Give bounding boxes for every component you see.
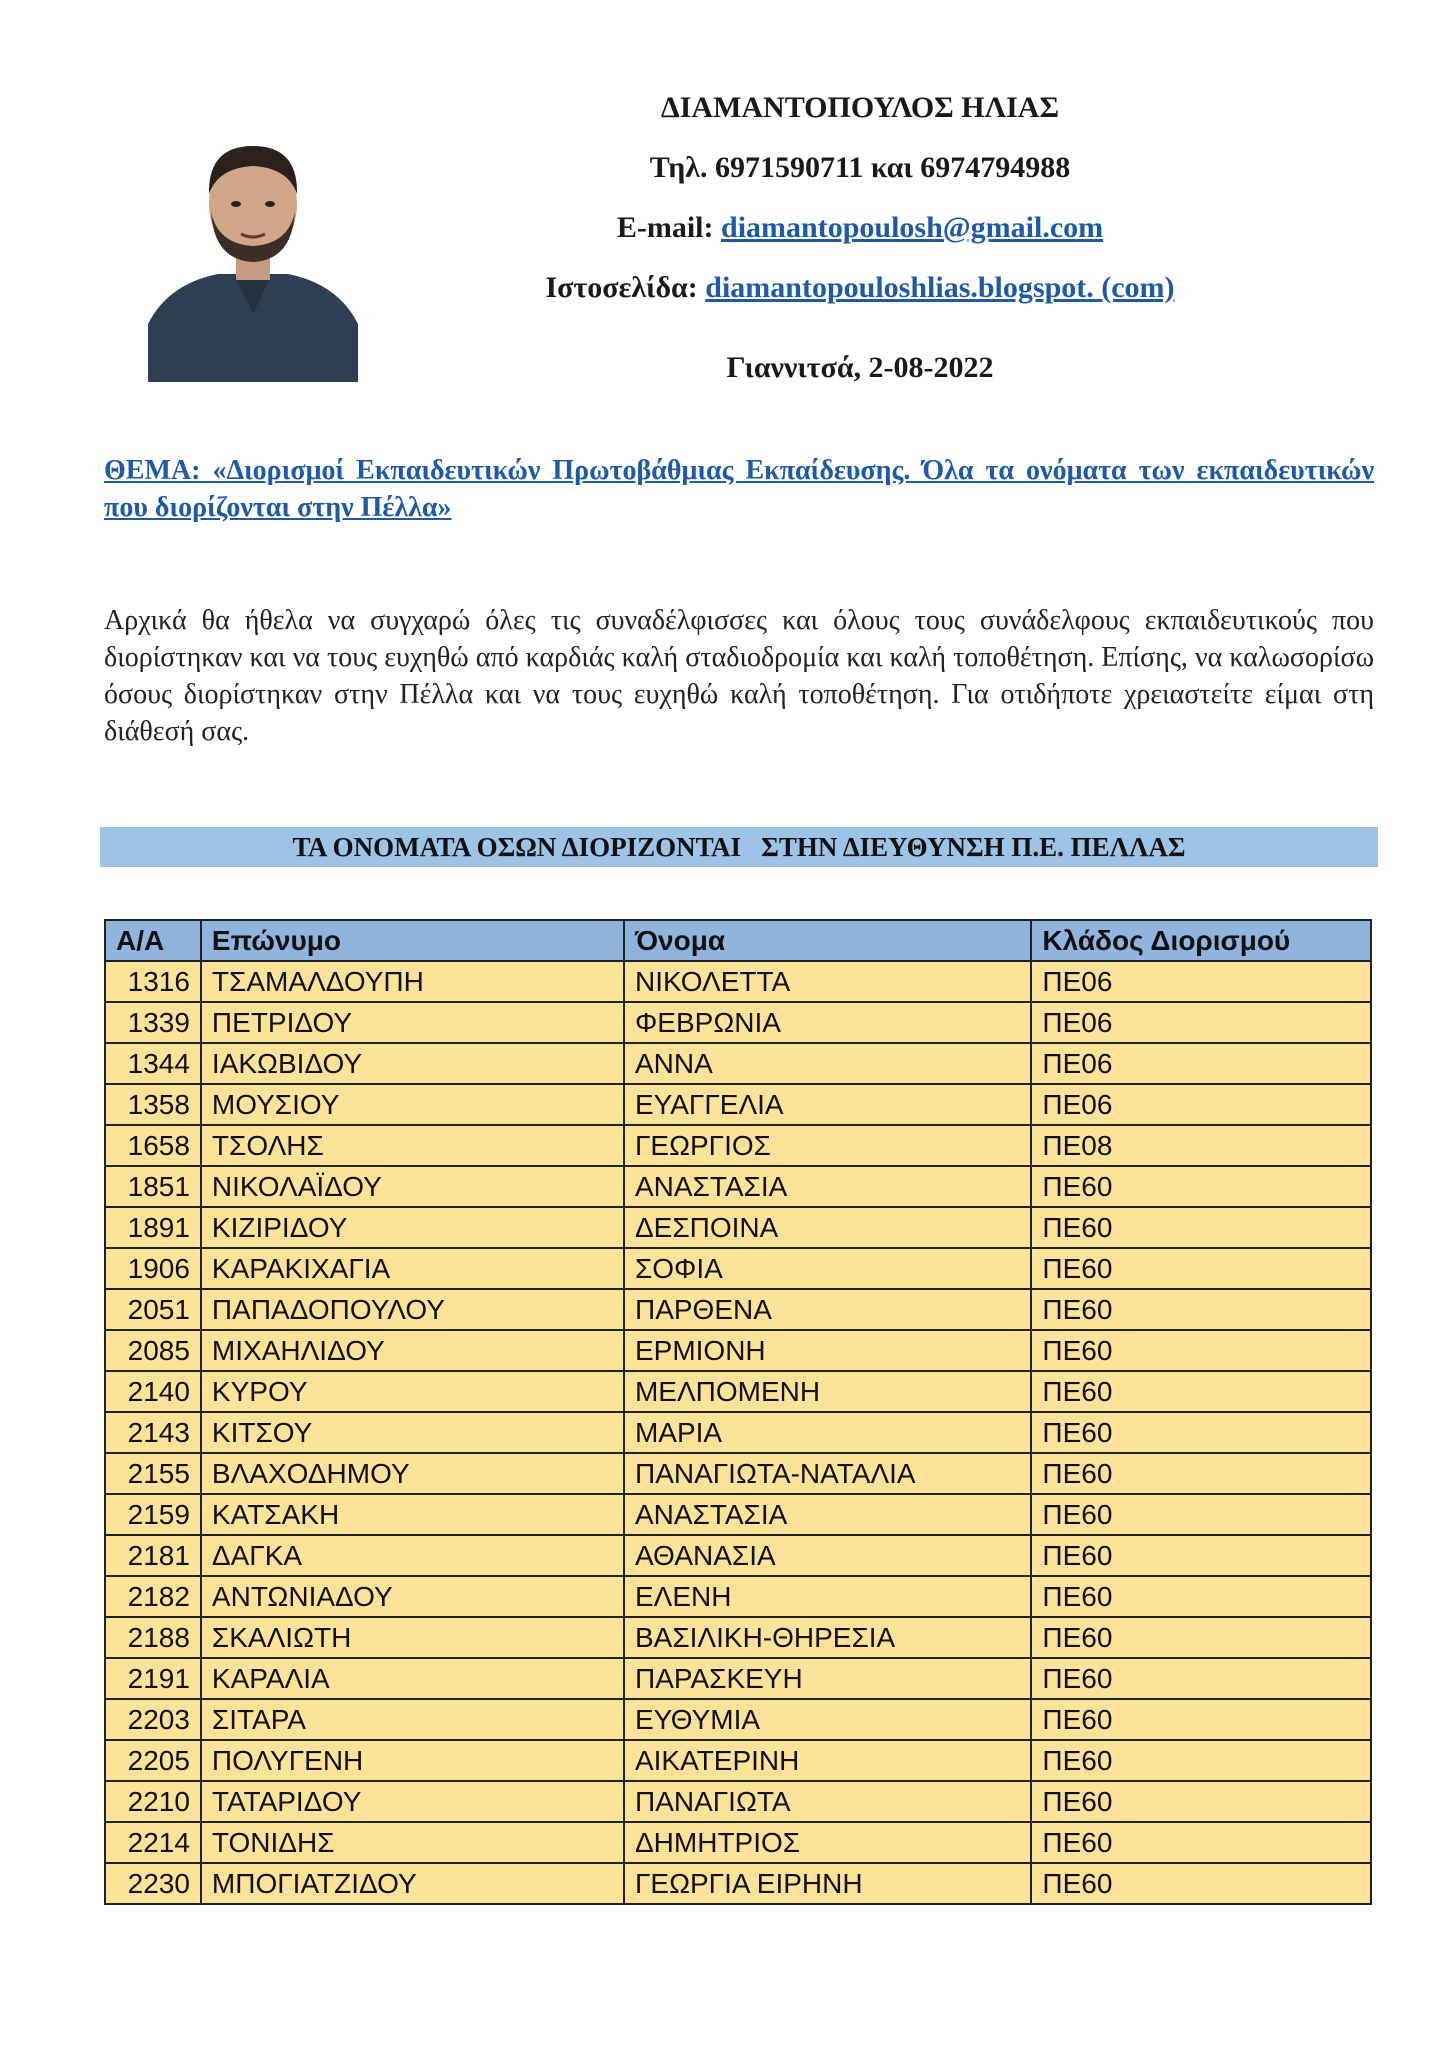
cell-specialty: ΠΕ60 [1031, 1248, 1371, 1289]
website-link[interactable]: diamantopouloshlias.blogspot. (com) [705, 271, 1175, 304]
cell-specialty: ΠΕ60 [1031, 1330, 1371, 1371]
table-row [105, 1412, 1371, 1453]
cell-number: 1344 [105, 1043, 201, 1084]
cell-surname: ΒΛΑΧΟΔΗΜΟΥ [201, 1453, 624, 1494]
cell-specialty: ΠΕ60 [1031, 1658, 1371, 1699]
cell-firstname: ΑΝΝΑ [624, 1043, 1031, 1084]
column-header-surname: Επώνυμο [201, 920, 624, 961]
cell-firstname: ΕΡΜΙΟΝΗ [624, 1330, 1031, 1371]
cell-surname: ΜΙΧΑΗΛΙΔΟΥ [201, 1330, 624, 1371]
appointments-table [104, 919, 1372, 1905]
table-row [105, 1822, 1371, 1863]
table-row [105, 1617, 1371, 1658]
cell-number: 2230 [105, 1863, 201, 1904]
cell-firstname: ΔΗΜΗΤΡΙΟΣ [624, 1822, 1031, 1863]
author-photo [148, 124, 358, 382]
cell-specialty: ΠΕ60 [1031, 1699, 1371, 1740]
cell-firstname: ΠΑΝΑΓΙΩΤΑ-ΝΑΤΑΛΙΑ [624, 1453, 1031, 1494]
column-header-number: Α/Α [105, 920, 201, 961]
cell-firstname: ΜΑΡΙΑ [624, 1412, 1031, 1453]
cell-number: 2051 [105, 1289, 201, 1330]
cell-specialty: ΠΕ60 [1031, 1453, 1371, 1494]
subject-heading: ΘΕΜΑ: «Διορισμοί Εκπαιδευτικών Πρωτοβάθμιας Εκπαίδευσης. Όλα τα ονόματα των εκπαιδευτικών που διορίζονται στην Πέλλα» [104, 455, 1374, 523]
cell-specialty: ΠΕ60 [1031, 1412, 1371, 1453]
cell-specialty: ΠΕ08 [1031, 1125, 1371, 1166]
cell-specialty: ΠΕ06 [1031, 1002, 1371, 1043]
cell-firstname: ΔΕΣΠΟΙΝΑ [624, 1207, 1031, 1248]
table-row [105, 1371, 1371, 1412]
cell-surname: ΜΠΟΓΙΑΤΖΙΔΟΥ [201, 1863, 624, 1904]
cell-number: 2159 [105, 1494, 201, 1535]
phone-line: Τηλ. 6971590711 και 6974794988 [649, 151, 1071, 184]
table-row [105, 1248, 1371, 1289]
cell-specialty: ΠΕ60 [1031, 1576, 1371, 1617]
cell-number: 2203 [105, 1699, 201, 1740]
cell-surname: ΜΟΥΣΙΟΥ [201, 1084, 624, 1125]
cell-number: 1316 [105, 961, 201, 1002]
cell-surname: ΤΣΟΛΗΣ [201, 1125, 624, 1166]
cell-number: 1891 [105, 1207, 201, 1248]
appointments-table-wrap [104, 919, 1372, 1905]
cell-firstname: ΒΑΣΙΛΙΚΗ-ΘΗΡΕΣΙΑ [624, 1617, 1031, 1658]
cell-surname: ΚΙΤΣΟΥ [201, 1412, 624, 1453]
cell-surname: ΣΚΑΛΙΩΤΗ [201, 1617, 624, 1658]
cell-surname: ΠΑΠΑΔΟΠΟΥΛΟΥ [201, 1289, 624, 1330]
section-title: ΤΑ ΟΝΟΜΑΤΑ ΟΣΩΝ ΔΙΟΡΙΖΟΝΤΑΙ ΣΤΗΝ ΔΙΕΥΘΥΝΣΗ Π.Ε. ΠΕΛΛΑΣ [100, 827, 1378, 867]
cell-specialty: ΠΕ60 [1031, 1166, 1371, 1207]
cell-surname: ΚΙΖΙΡΙΔΟΥ [201, 1207, 624, 1248]
cell-specialty: ΠΕ60 [1031, 1494, 1371, 1535]
cell-surname: ΑΝΤΩΝΙΑΔΟΥ [201, 1576, 624, 1617]
cell-specialty: ΠΕ06 [1031, 961, 1371, 1002]
cell-number: 2210 [105, 1781, 201, 1822]
cell-number: 2140 [105, 1371, 201, 1412]
website-line [470, 258, 1250, 318]
table-row [105, 1781, 1371, 1822]
cell-surname: ΚΥΡΟΥ [201, 1371, 624, 1412]
table-row [105, 1535, 1371, 1576]
cell-number: 2188 [105, 1617, 201, 1658]
cell-surname: ΚΑΡΑΚΙΧΑΓΙΑ [201, 1248, 624, 1289]
cell-specialty: ΠΕ60 [1031, 1371, 1371, 1412]
cell-firstname: ΕΛΕΝΗ [624, 1576, 1031, 1617]
cell-surname: ΣΙΤΑΡΑ [201, 1699, 624, 1740]
table-header-row [105, 920, 1371, 961]
cell-firstname: ΠΑΡΘΕΝΑ [624, 1289, 1031, 1330]
cell-firstname: ΦΕΒΡΩΝΙΑ [624, 1002, 1031, 1043]
cell-number: 2191 [105, 1658, 201, 1699]
cell-surname: ΤΟΝΙΔΗΣ [201, 1822, 624, 1863]
cell-specialty: ΠΕ06 [1031, 1084, 1371, 1125]
document-date: Γιαννιτσά, 2-08-2022 [726, 351, 994, 384]
table-row [105, 1453, 1371, 1494]
table-row [105, 1330, 1371, 1371]
cell-firstname: ΑΝΑΣΤΑΣΙΑ [624, 1166, 1031, 1207]
cell-number: 2085 [105, 1330, 201, 1371]
table-row [105, 1002, 1371, 1043]
cell-specialty: ΠΕ60 [1031, 1207, 1371, 1248]
cell-firstname: ΝΙΚΟΛΕΤΤΑ [624, 961, 1031, 1002]
cell-specialty: ΠΕ60 [1031, 1535, 1371, 1576]
table-row [105, 1289, 1371, 1330]
cell-surname: ΙΑΚΩΒΙΔΟΥ [201, 1043, 624, 1084]
cell-specialty: ΠΕ60 [1031, 1740, 1371, 1781]
table-row [105, 1863, 1371, 1904]
table-row [105, 1207, 1371, 1248]
table-row [105, 961, 1371, 1002]
table-row [105, 1658, 1371, 1699]
cell-surname: ΠΕΤΡΙΔΟΥ [201, 1002, 624, 1043]
table-body [105, 961, 1371, 1904]
cell-firstname: ΑΘΑΝΑΣΙΑ [624, 1535, 1031, 1576]
cell-number: 1358 [105, 1084, 201, 1125]
intro-paragraph: Αρχικά θα ήθελα να συγχαρώ όλες τις συναδέλφισσες και όλους τους συνάδελφους εκπαιδευτικούς που διορίστηκαν και να τους ευχηθώ από καρδιάς καλή σταδιοδρομία και καλή τοποθέτηση. Επίσης, να καλωσορίσω όσους διορίστηκαν στην Πέλλα και να τους ευχηθώ καλή τοποθέτηση. Για οτιδήποτε χρειαστείτε είμαι στη διάθεσή σας. [104, 605, 1374, 747]
author-name: ΔΙΑΜΑΝΤΟΠΟΥΛΟΣ ΗΛΙΑΣ [660, 91, 1060, 124]
cell-firstname: ΣΟΦΙΑ [624, 1248, 1031, 1289]
cell-specialty: ΠΕ60 [1031, 1289, 1371, 1330]
cell-number: 1906 [105, 1248, 201, 1289]
cell-firstname: ΕΥΘΥΜΙΑ [624, 1699, 1031, 1740]
cell-number: 2155 [105, 1453, 201, 1494]
table-row [105, 1125, 1371, 1166]
table-row [105, 1043, 1371, 1084]
table-row [105, 1084, 1371, 1125]
cell-firstname: ΑΝΑΣΤΑΣΙΑ [624, 1494, 1031, 1535]
cell-number: 1658 [105, 1125, 201, 1166]
cell-surname: ΝΙΚΟΛΑΪΔΟΥ [201, 1166, 624, 1207]
cell-number: 1339 [105, 1002, 201, 1043]
cell-surname: ΔΑΓΚΑ [201, 1535, 624, 1576]
website-label: Ιστοσελίδα: [545, 271, 706, 304]
cell-surname: ΤΣΑΜΑΛΔΟΥΠΗ [201, 961, 624, 1002]
cell-specialty: ΠΕ06 [1031, 1043, 1371, 1084]
email-label: E-mail: [616, 211, 722, 244]
cell-specialty: ΠΕ60 [1031, 1617, 1371, 1658]
column-header-specialty: Κλάδος Διορισμού [1031, 920, 1371, 961]
cell-number: 2205 [105, 1740, 201, 1781]
cell-firstname: ΑΙΚΑΤΕΡΙΝΗ [624, 1740, 1031, 1781]
cell-specialty: ΠΕ60 [1031, 1822, 1371, 1863]
cell-surname: ΚΑΤΣΑΚΗ [201, 1494, 624, 1535]
cell-surname: ΚΑΡΑΛΙΑ [201, 1658, 624, 1699]
cell-number: 2214 [105, 1822, 201, 1863]
cell-firstname: ΕΥΑΓΓΕΛΙΑ [624, 1084, 1031, 1125]
cell-specialty: ΠΕ60 [1031, 1781, 1371, 1822]
cell-firstname: ΓΕΩΡΓΙΑ ΕΙΡΗΝΗ [624, 1863, 1031, 1904]
table-row [105, 1740, 1371, 1781]
cell-number: 1851 [105, 1166, 201, 1207]
email-link[interactable]: diamantopoulosh@gmail.com [721, 211, 1104, 244]
contact-header [470, 78, 1250, 398]
column-header-firstname: Όνομα [624, 920, 1031, 961]
cell-firstname: ΠΑΡΑΣΚΕΥΗ [624, 1658, 1031, 1699]
cell-firstname: ΜΕΛΠΟΜΕΝΗ [624, 1371, 1031, 1412]
cell-specialty: ΠΕ60 [1031, 1863, 1371, 1904]
cell-number: 2181 [105, 1535, 201, 1576]
cell-firstname: ΠΑΝΑΓΙΩΤΑ [624, 1781, 1031, 1822]
cell-number: 2143 [105, 1412, 201, 1453]
email-line [470, 198, 1250, 258]
cell-surname: ΤΑΤΑΡΙΔΟΥ [201, 1781, 624, 1822]
cell-firstname: ΓΕΩΡΓΙΟΣ [624, 1125, 1031, 1166]
table-row [105, 1699, 1371, 1740]
cell-surname: ΠΟΛΥΓΕΝΗ [201, 1740, 624, 1781]
table-row [105, 1494, 1371, 1535]
table-row [105, 1576, 1371, 1617]
cell-number: 2182 [105, 1576, 201, 1617]
table-row [105, 1166, 1371, 1207]
